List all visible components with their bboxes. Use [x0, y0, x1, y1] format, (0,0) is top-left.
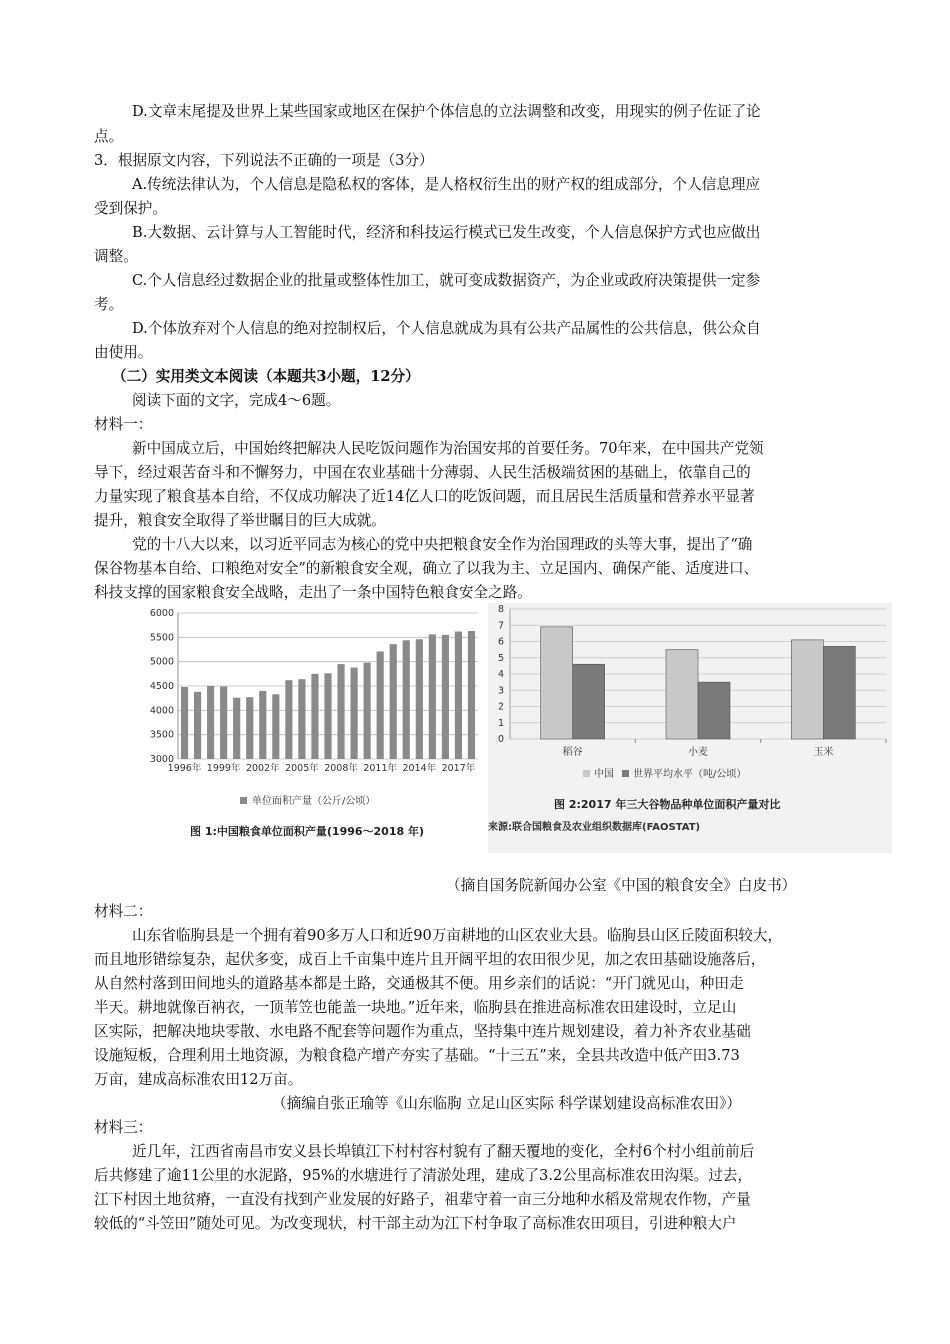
chart-1-bar: [194, 692, 201, 759]
chart-2-xtick: 稻谷: [562, 747, 583, 758]
chart-1-bar: [272, 694, 279, 759]
chart-2-bar: [573, 664, 605, 739]
option-a-line1: A.传统法律认为，个人信息是隐私权的客体，是人格权衍生出的财产权的组成部分，个人信息理应: [132, 176, 761, 193]
chart-2-bar: [698, 682, 730, 739]
material-2-l1: 山东省临朐县是一个拥有着90多万人口和近90万亩耕地的山区农业大县。临朐县山区丘陵面积较大，: [132, 927, 783, 944]
option-b-line2: 调整。: [94, 248, 138, 265]
option-b-line1: B.大数据、云计算与人工智能时代，经济和科技运行模式已发生改变，个人信息保护方式也应做出: [132, 224, 761, 241]
chart-1-xtick: 1999年: [206, 763, 241, 774]
chart-1-bar: [233, 698, 240, 759]
chart-2-ytick: 4: [497, 669, 504, 680]
chart-2-bar: [666, 650, 698, 739]
option-c-line2: 考。: [94, 296, 124, 313]
chart-1-svg: [140, 603, 484, 853]
material-1-label: 材料一：: [94, 416, 153, 433]
chart-2-bar: [541, 627, 573, 739]
chart-2-ytick: 7: [497, 620, 504, 632]
material-1-p1-l3: 力量实现了粮食基本自给，不仅成功解决了近14亿人口的吃饭问题，而且居民生活质量和营养水平显著: [94, 488, 755, 505]
material-2-l6: 设施短板，合理利用土地资源，为粮食稳产增产夯实了基础。“十三五”来，全县共改造中低产田3.73: [94, 1047, 740, 1064]
chart-1-ytick: 3000: [149, 754, 174, 765]
chart-2-ytick: 5: [497, 652, 504, 664]
chart-1-legend-swatch: [240, 797, 247, 804]
chart-2-svg: [488, 603, 892, 853]
chart-2-xtick: 玉米: [813, 747, 834, 758]
chart-2-title: 图 2:2017 年三大谷物品种单位面积产量对比: [554, 798, 781, 811]
chart-1-bar: [351, 668, 358, 759]
material-1-p2-l3: 科技支撑的国家粮食安全战略，走出了一条中国特色粮食安全之路。: [94, 584, 532, 601]
chart-1-bar: [416, 639, 423, 759]
option-d2-line1: D.个体放弃对个人信息的绝对控制权后，个人信息就成为具有公共产品属性的公共信息，供公众自: [132, 320, 761, 337]
material-3-l1: 近几年，江西省南昌市安义县长埠镇江下村村容村貌有了翻天覆地的变化，全村6个村小组前前后: [132, 1143, 755, 1160]
chart-1-title: 图 1:中国粮食单位面积产量(1996～2018 年): [190, 825, 424, 838]
chart-1-bar: [442, 635, 449, 759]
chart-1-bar: [403, 640, 410, 759]
chart-1-bar: [259, 691, 266, 759]
material-3-l2: 后共修建了逾11公里的水泥路，95%的水塘进行了清淤处理，建成了3.2公里高标准农田沟渠。过去，: [94, 1167, 752, 1184]
chart-1-ytick: 5000: [149, 656, 174, 668]
source-2: （摘编自张正瑜等《山东临朐 立足山区实际 科学谋划建设高标准农田》）: [272, 1095, 741, 1112]
option-c-line1: C.个人信息经过数据企业的批量或整体性加工，就可变成数据资产，为企业或政府决策提供一定参: [132, 272, 761, 289]
chart-1-bar: [390, 644, 397, 759]
chart-2-legend-china: 中国: [594, 769, 614, 780]
chart-1-xtick: 2005年: [285, 763, 319, 774]
chart-2-ytick: 2: [497, 701, 504, 713]
chart-1-ytick: 4500: [149, 681, 174, 692]
chart-2: [488, 603, 892, 853]
chart-1-xtick: 2014年: [402, 763, 437, 774]
chart-1-bar: [364, 663, 371, 759]
material-1-p1-l2: 导下，经过艰苦奋斗和不懈努力，中国在农业基础十分薄弱、人民生活极端贫困的基础上，依靠自己的: [94, 464, 751, 481]
chart-2-ytick: 0: [497, 734, 504, 745]
material-3-label: 材料三：: [94, 1119, 153, 1136]
chart-1-bar: [337, 664, 344, 759]
chart-2-ytick: 1: [497, 717, 504, 729]
chart-1-xtick: 2011年: [363, 763, 398, 774]
chart-2-ytick: 8: [497, 604, 504, 615]
question-3: 3．根据原文内容，下列说法不正确的一项是（3分）: [94, 152, 434, 169]
chart-1-bar: [181, 687, 188, 759]
chart-1-bar: [468, 631, 475, 759]
chart-1-legend: 单位面积产量（公斤/公顷）: [252, 796, 376, 807]
chart-1-bar: [455, 631, 462, 759]
material-3-l4: 较低的“斗笠田”随处可见。为改变现状，村干部主动为江下村争取了高标准农田项目，引进种粮大户: [94, 1215, 737, 1232]
chart-1-ytick: 6000: [149, 608, 174, 619]
material-2-l7: 万亩，建成高标准农田12万亩。: [94, 1071, 303, 1088]
material-1-p1-l1: 新中国成立后，中国始终把解决人民吃饭问题作为治国安邦的首要任务。70年来，在中国共产党领: [132, 440, 764, 457]
material-1-p1-l4: 提升，粮食安全取得了举世瞩目的巨大成就。: [94, 512, 386, 529]
source-1: （摘自国务院新闻办公室《中国的粮食安全》白皮书）: [446, 877, 797, 894]
chart-1-bar: [220, 686, 227, 759]
material-1-p2-l2: 保谷物基本自给、口粮绝对安全”的新粮食安全观，确立了以我为主、立足国内、确保产能、适度进口、: [94, 560, 759, 577]
chart-2-legend-swatch-china: [583, 770, 590, 777]
chart-2-bar: [823, 646, 855, 739]
option-d-line1: D.文章末尾提及世界上某些国家或地区在保护个体信息的立法调整和改变，用现实的例子佐证了论: [132, 103, 761, 120]
chart-1-bar: [311, 674, 318, 759]
option-a-line2: 受到保护。: [94, 200, 167, 217]
chart-1-xtick: 2002年: [245, 763, 280, 774]
chart-1-bar: [324, 673, 331, 759]
chart-1-bar: [246, 697, 253, 759]
material-3-l3: 江下村因土地贫瘠，一直没有找到产业发展的好路子，祖辈守着一亩三分地种水稻及常规农作物，产量: [94, 1191, 751, 1208]
chart-1-xtick: 2008年: [324, 763, 358, 774]
chart-2-legend-world: 世界平均水平（吨/公顷）: [633, 769, 747, 780]
chart-2-ytick: 6: [497, 636, 504, 648]
material-2-l5: 区实际，把解决地块零散、水电路不配套等问题作为重点，坚持集中连片规划建设，着力补齐农业基础: [94, 1023, 751, 1040]
material-1-p2-l1: 党的十八大以来，以习近平同志为核心的党中央把粮食安全作为治国理政的头等大事，提出了“确: [132, 536, 753, 553]
chart-2-source: 来源:联合国粮食及农业组织数据库(FAOSTAT): [488, 822, 701, 833]
chart-2-bar: [791, 640, 823, 739]
chart-1-ytick: 4000: [149, 705, 174, 717]
option-d2-line2: 由使用。: [94, 344, 153, 361]
chart-1-bar: [377, 651, 384, 759]
section-heading: （二）实用类文本阅读（本题共3小题，12分）: [112, 368, 420, 385]
instruction: 阅读下面的文字，完成4～6题。: [132, 392, 341, 409]
option-d-line2: 点。: [94, 128, 124, 145]
chart-1-bar: [429, 634, 436, 759]
chart-1-ytick: 5500: [149, 632, 174, 644]
chart-2-xtick: 小麦: [688, 747, 708, 758]
chart-1-bar: [298, 679, 305, 759]
chart-2-ytick: 3: [497, 685, 504, 697]
chart-1-xtick: 1996年: [167, 763, 202, 774]
material-2-label: 材料二：: [94, 903, 153, 920]
chart-1-ytick: 3500: [149, 729, 174, 741]
chart-1-xtick: 2017年: [441, 763, 476, 774]
chart-1: [140, 603, 484, 853]
material-2-l4: 半天。耕地就像百衲衣，一顶苇笠也能盖一块地。”近年来，临朐县在推进高标准农田建设时，立足山: [94, 999, 737, 1016]
chart-1-bar: [207, 686, 214, 759]
chart-1-bar: [285, 680, 292, 759]
material-2-l2: 而且地形错综复杂，起伏多变，成百上千亩集中连片且开阔平坦的农田很少见，加之农田基础设施落后，: [94, 951, 766, 968]
material-2-l3: 从自然村落到田间地头的道路基本都是土路，交通极其不便。用乡亲们的话说：“开门就见山，种田走: [94, 975, 744, 992]
chart-2-legend-swatch-world: [622, 770, 629, 777]
